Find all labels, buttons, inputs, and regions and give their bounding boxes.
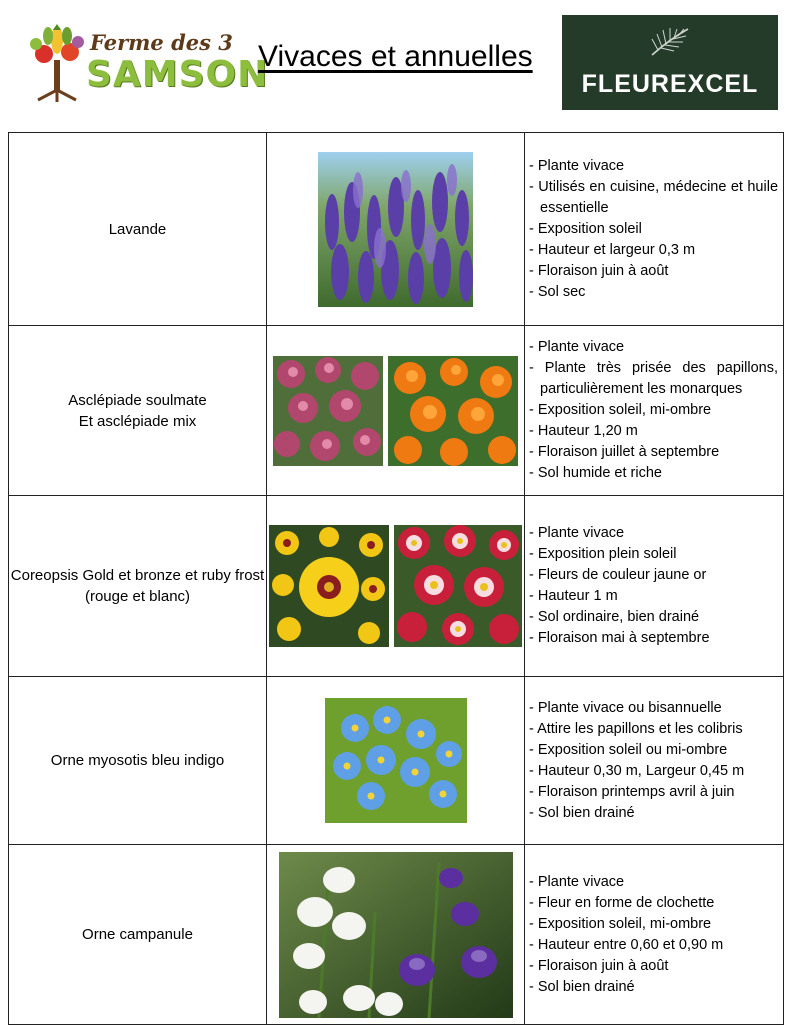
- detail-text: Plante vivace: [537, 157, 625, 174]
- detail-text: Sol sec: [537, 283, 586, 300]
- red-coreopsis-photo: [394, 525, 522, 647]
- list-item: - Exposition soleil ou mi-ombre: [529, 741, 728, 758]
- detail-text: Exposition soleil: [537, 220, 642, 237]
- plant-photos: [267, 845, 525, 1025]
- plant-name-line: Asclépiade soulmate: [68, 391, 207, 409]
- list-item: - Sol humide et riche: [529, 465, 662, 481]
- list-item: - Sol sec: [529, 283, 586, 300]
- detail-text: Floraison juin à août: [537, 262, 669, 279]
- orange-milkweed-photo: [388, 356, 518, 466]
- plant-photos: [267, 677, 525, 845]
- plant-name: [9, 326, 267, 496]
- list-item: - Hauteur 0,30 m, Largeur 0,45 m: [529, 762, 745, 779]
- list-item: - Plante vivace: [529, 339, 625, 355]
- list-item: - Sol ordinaire, bien drainé: [529, 609, 700, 625]
- plant-name-text: Orne campanule: [82, 926, 193, 943]
- detail-text: Plante vivace: [537, 525, 625, 541]
- list-item: - Fleurs de couleur jaune or: [529, 567, 707, 583]
- detail-text: Hauteur 1 m: [537, 588, 618, 604]
- list-item: - Hauteur et largeur 0,3 m: [529, 241, 696, 258]
- list-item: - Exposition soleil, mi-ombre: [529, 402, 712, 418]
- details-list: [525, 156, 783, 303]
- list-item: - Floraison printemps avril à juin: [529, 783, 735, 800]
- plant-name-text: Coreopsis Gold et bronze et ruby frost (rouge et blanc): [10, 567, 265, 605]
- details-list: [525, 523, 783, 649]
- palm-leaf-icon: [648, 25, 692, 61]
- detail-text: Floraison printemps avril à juin: [537, 783, 735, 800]
- plant-details: [525, 133, 784, 326]
- details-list: [525, 698, 783, 824]
- detail-text: Hauteur entre 0,60 et 0,90 m: [537, 936, 724, 953]
- plant-name-text: Lavande: [108, 220, 167, 238]
- detail-text: Sol humide et riche: [537, 465, 662, 481]
- detail-text: Plante vivace ou bisannuelle: [537, 699, 722, 716]
- detail-text: Fleurs de couleur jaune or: [537, 567, 707, 583]
- list-item: - Exposition plein soleil: [529, 546, 677, 562]
- vegetable-tree-icon: [28, 20, 88, 104]
- detail-text: Exposition plein soleil: [537, 546, 677, 562]
- list-item: - Floraison juin à août: [529, 957, 669, 974]
- plant-name: [9, 677, 267, 845]
- detail-text: Plante vivace: [537, 339, 625, 355]
- list-item: - Exposition soleil, mi-ombre: [529, 915, 712, 932]
- detail-text: Floraison juin à août: [537, 957, 669, 974]
- detail-text: Hauteur et largeur 0,3 m: [537, 241, 696, 258]
- list-item: - Plante vivace ou bisannuelle: [529, 699, 722, 716]
- logo-line-samson: SAMSON: [86, 54, 269, 95]
- plant-name: [9, 133, 267, 326]
- detail-text: Sol bien drainé: [537, 804, 635, 821]
- list-item: - Exposition soleil: [529, 220, 642, 237]
- plants-table: [8, 132, 784, 1025]
- campanula-photo: [279, 852, 513, 1018]
- list-item: - Plante vivace: [529, 157, 625, 174]
- plant-name-text: Orne myosotis bleu indigo: [50, 752, 225, 769]
- detail-text: Floraison mai à septembre: [537, 630, 710, 646]
- detail-text: Fleur en forme de clochette: [537, 894, 715, 911]
- fleurexcel-logo: [562, 15, 778, 110]
- detail-text: Exposition soleil, mi-ombre: [537, 915, 712, 932]
- detail-text: Hauteur 1,20 m: [537, 423, 638, 439]
- list-item: - Floraison mai à septembre: [529, 630, 710, 646]
- table-row: [9, 496, 784, 677]
- detail-text: Utilisés en cuisine, médecine et huile essentielle: [538, 178, 779, 216]
- list-item: - Plante vivace: [529, 525, 625, 541]
- forget-me-not-photo: [325, 698, 467, 823]
- plant-photos: [267, 326, 525, 496]
- table-row: [9, 845, 784, 1025]
- details-list: [525, 337, 783, 484]
- list-item: - Sol bien drainé: [529, 978, 635, 995]
- list-item: - Hauteur entre 0,60 et 0,90 m: [529, 936, 724, 953]
- lavender-photo: [318, 152, 473, 307]
- plant-photos: [267, 133, 525, 326]
- plant-details: [525, 326, 784, 496]
- list-item: - Hauteur 1,20 m: [529, 423, 638, 439]
- detail-text: Plante très prisée des papillons, particulièrement les monarques: [540, 360, 778, 397]
- plant-name: [9, 845, 267, 1025]
- list-item: - Sol bien drainé: [529, 804, 635, 821]
- plant-details: [525, 496, 784, 677]
- plant-name: [9, 496, 267, 677]
- page-title: Vivaces et annuelles: [258, 40, 533, 73]
- pink-milkweed-photo: [273, 356, 383, 466]
- detail-text: Hauteur 0,30 m, Largeur 0,45 m: [537, 762, 745, 779]
- detail-text: Floraison juillet à septembre: [537, 444, 720, 460]
- table-row: [9, 133, 784, 326]
- plant-name-line: Et asclépiade mix: [78, 412, 197, 430]
- detail-text: Sol ordinaire, bien drainé: [537, 609, 700, 625]
- list-item: - Fleur en forme de clochette: [529, 894, 715, 911]
- list-item: - Utilisés en cuisine, médecine et huile essentielle: [529, 178, 779, 216]
- fleurexcel-wordmark: FLEUREXCEL: [581, 70, 759, 98]
- list-item: - Plante très prisée des papillons, particulièrement les monarques: [529, 360, 778, 397]
- detail-text: Attire les papillons et les colibris: [537, 720, 743, 737]
- logo-line-ferme: Ferme des 3: [90, 30, 233, 55]
- detail-text: Exposition soleil ou mi-ombre: [537, 741, 728, 758]
- plant-photos: [267, 496, 525, 677]
- detail-text: Exposition soleil, mi-ombre: [537, 402, 712, 418]
- detail-text: Plante vivace: [537, 873, 625, 890]
- list-item: - Floraison juin à août: [529, 262, 669, 279]
- table-row: [9, 326, 784, 496]
- list-item: - Floraison juillet à septembre: [529, 444, 720, 460]
- detail-text: Sol bien drainé: [537, 978, 635, 995]
- list-item: - Attire les papillons et les colibris: [529, 720, 743, 737]
- details-list: [525, 872, 783, 998]
- plant-details: [525, 677, 784, 845]
- table-row: [9, 677, 784, 845]
- page-header: [0, 0, 793, 125]
- list-item: - Hauteur 1 m: [529, 588, 618, 604]
- plant-details: [525, 845, 784, 1025]
- list-item: - Plante vivace: [529, 873, 625, 890]
- yellow-coreopsis-photo: [269, 525, 389, 647]
- ferme-des-3-samson-logo: [28, 20, 269, 104]
